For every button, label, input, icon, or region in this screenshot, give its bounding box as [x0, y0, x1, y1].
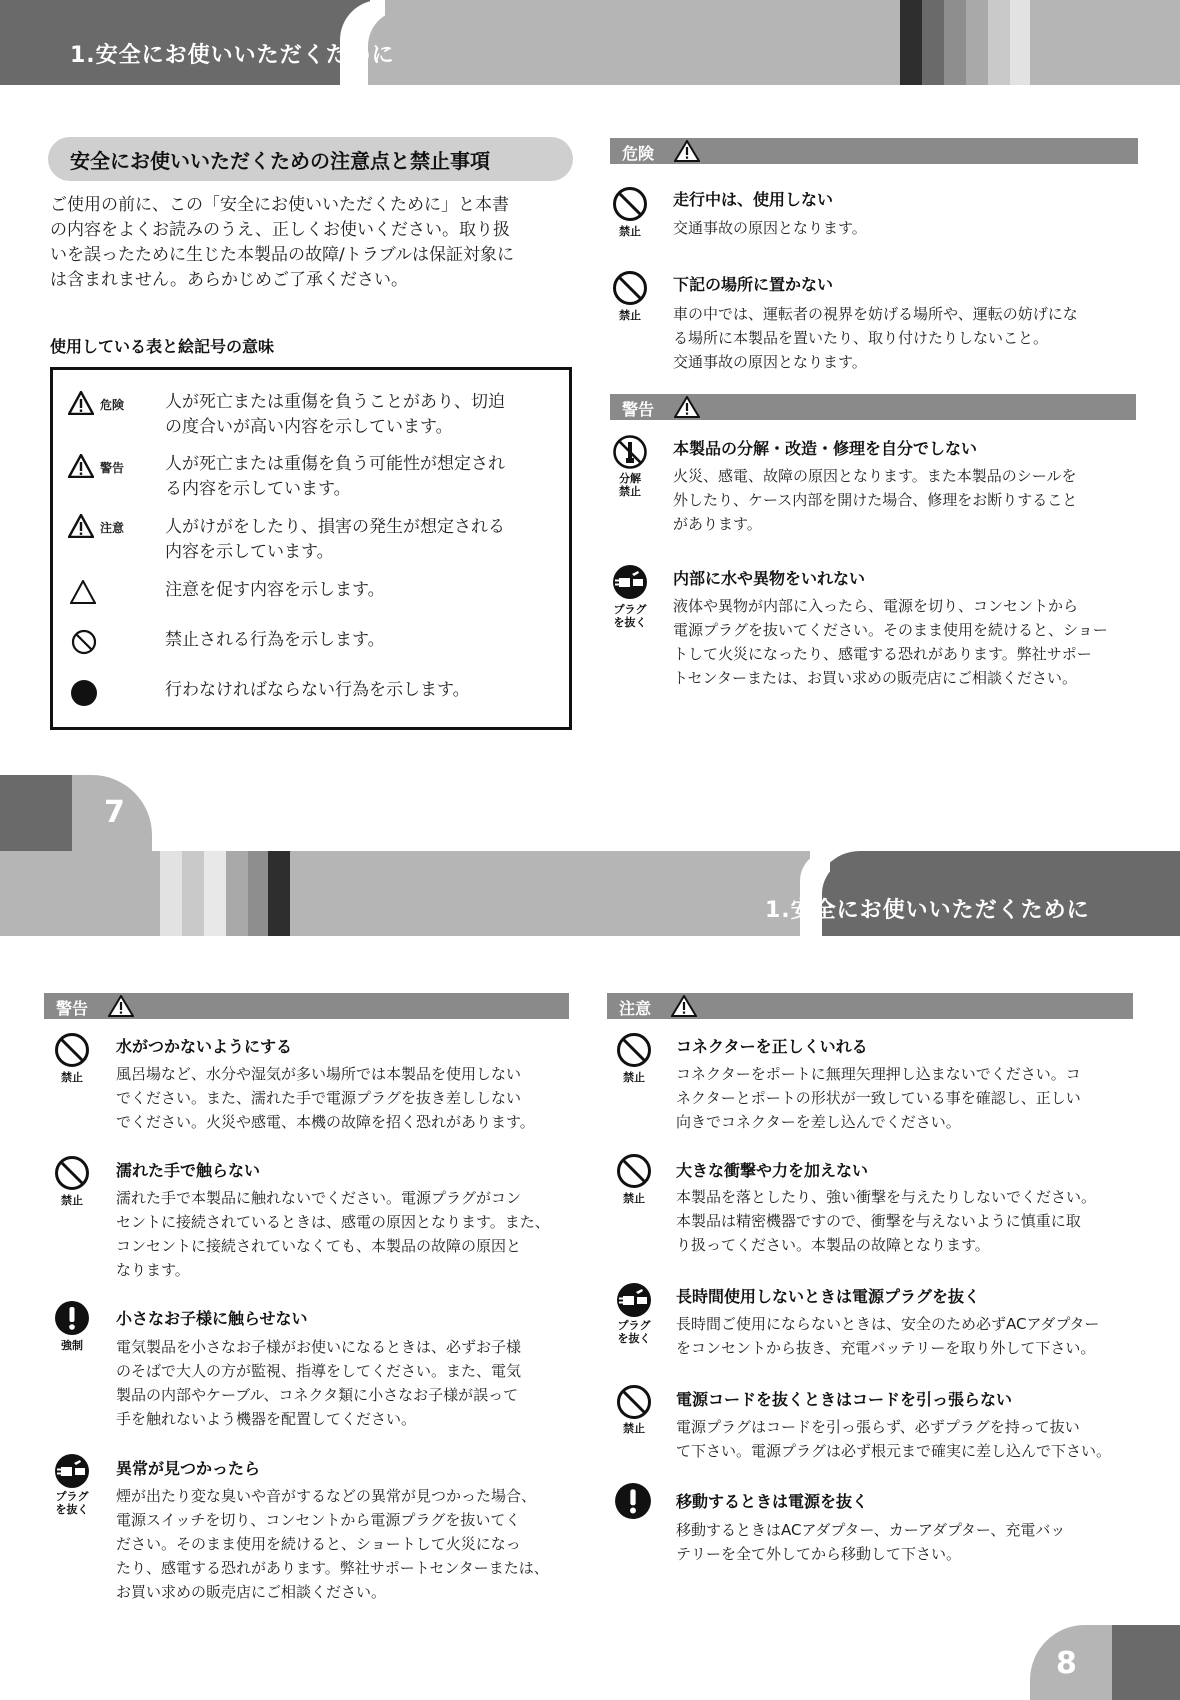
- icon-caption: 禁止: [623, 1192, 645, 1205]
- item-line: テリーを全て外してから移動して下さい。: [676, 1545, 962, 1563]
- item-line: セントに接続されているときは、感電の原因となります。また、: [116, 1213, 550, 1231]
- legend-label-danger: 危険: [100, 398, 125, 412]
- intro-paragraph: [50, 193, 514, 293]
- item-line: があります。: [673, 515, 762, 533]
- unplug-icon: [54, 1453, 90, 1489]
- prohibition-icon: [612, 270, 648, 306]
- caution-band-label: 注意: [619, 999, 652, 1018]
- item-line: たり、感電する恐れがあります。弊社サポートセンターまたは、: [116, 1559, 549, 1577]
- item-line: 外したり、ケース内部を開けた場合、修理をお断りすること: [673, 491, 1078, 509]
- item-line: 煙が出たり変な臭いや音がするなどの異常が見つかった場合、: [116, 1487, 537, 1505]
- prohibition-icon: [54, 1032, 90, 1068]
- item-line: お買い求めの販売店にご相談ください。: [116, 1583, 387, 1601]
- icon-caption: 禁止: [619, 309, 641, 322]
- icon-caption-line: 分解: [619, 472, 641, 485]
- header-stripe: [966, 0, 988, 85]
- header-stripe: [268, 851, 290, 936]
- item-line: をコンセントから抜き、充電バッテリーを取り外して下さい。: [676, 1339, 1096, 1357]
- item-line: 手を触れないよう機器を配置してください。: [116, 1410, 417, 1428]
- header-stripe: [1010, 0, 1030, 85]
- danger-band-label: 危険: [622, 144, 655, 163]
- item-body: [676, 1062, 1081, 1134]
- item-line: ださい。そのまま使用を続けると、ショートして火災になっ: [116, 1535, 521, 1553]
- unplug-icon: [616, 1282, 652, 1318]
- item-line: 移動するときはACアダプター、カーアダプター、充電バッ: [676, 1521, 1066, 1539]
- item-title: コネクターを正しくいれる: [676, 1037, 868, 1056]
- item-line: 長時間ご使用にならないときは、安全のため必ずACアダプター: [676, 1315, 1100, 1333]
- item-line: トして火災になったり、感電する恐れがあります。弊社サポー: [673, 645, 1092, 663]
- item-line: て下さい。電源プラグは必ず根元まで確実に差し込んで下さい。: [676, 1442, 1112, 1460]
- caution-triangle-icon: [70, 580, 96, 604]
- item-line: 液体や異物が内部に入ったら、電源を切り、コンセントから: [673, 597, 1079, 615]
- prohibition-icon: [54, 1155, 90, 1191]
- legend-label-caution: 注意: [100, 521, 125, 535]
- item-title: 下記の場所に置かない: [673, 275, 834, 294]
- header-band-light: [0, 851, 810, 936]
- icon-caption: 禁止: [623, 1071, 645, 1084]
- warning-triangle-icon: [68, 514, 94, 538]
- item-line: 電気製品を小さなお子様がお使いになるときは、必ずお子様: [116, 1338, 522, 1356]
- page-title: 1.安全にお使いいただくために: [765, 898, 1090, 923]
- icon-caption-line: 禁止: [619, 485, 641, 498]
- icon-caption: 禁止: [61, 1071, 83, 1084]
- legend-line: 人が死亡または重傷を負うことがあり、切迫: [165, 392, 505, 412]
- item-body: [673, 302, 1078, 374]
- item-line: 風呂場など、水分や湿気が多い場所では本製品を使用しない: [116, 1065, 522, 1083]
- legend-heading: 使用している表と絵記号の意味: [50, 337, 275, 356]
- item-line: 交通事故の原因となります。: [673, 353, 867, 371]
- item-line: 製品の内部やケーブル、コネクタ類に小さなお子様が誤って: [116, 1386, 519, 1404]
- warning-triangle-icon: [671, 995, 697, 1017]
- icon-caption-line: を抜く: [617, 1332, 651, 1345]
- item-line: のそばで大人の方が監視、指導をしてください。また、電気: [116, 1362, 522, 1380]
- item-line: でください。また、濡れた手で電源プラグを抜き差ししない: [116, 1089, 522, 1107]
- warning-triangle-icon: [674, 396, 700, 418]
- item-body: [116, 1062, 535, 1134]
- icon-caption-line: を抜く: [55, 1503, 89, 1516]
- warning-triangle-icon: [674, 140, 700, 162]
- header-stripe: [226, 851, 248, 936]
- page-number: 7: [104, 795, 125, 830]
- icon-caption-line: プラグ: [55, 1490, 89, 1503]
- icon-caption: 禁止: [61, 1194, 83, 1207]
- item-line: 車の中では、運転者の視界を妨げる場所や、運転の妨げにな: [673, 305, 1078, 323]
- item-body: [116, 1484, 549, 1604]
- item-body: [676, 1518, 1065, 1566]
- item-body: [673, 464, 1077, 536]
- icon-caption: [52, 1490, 92, 1516]
- legend-desc-mandatory: 行わなければならない行為を示します。: [165, 680, 470, 700]
- item-title: 電源コードを抜くときはコードを引っ張らない: [676, 1390, 1013, 1409]
- item-title: 本製品の分解・改造・修理を自分でしない: [673, 439, 978, 458]
- item-title: 走行中は、使用しない: [673, 190, 834, 209]
- header-stripe: [922, 0, 944, 85]
- item-title: 長時間使用しないときは電源プラグを抜く: [676, 1287, 981, 1306]
- item-line: り扱ってください。本製品の故障となります。: [676, 1236, 990, 1254]
- item-line: 電源スイッチを切り、コンセントから電源プラグを抜いてく: [116, 1511, 521, 1529]
- item-body: [676, 1185, 1096, 1257]
- header-stripe: [988, 0, 1010, 85]
- icon-caption: [614, 1319, 654, 1345]
- item-line: 濡れた手で本製品に触れないでください。電源プラグがコン: [116, 1189, 522, 1207]
- item-title: 内部に水や異物をいれない: [673, 569, 866, 588]
- item-body: [673, 594, 1108, 690]
- item-title: 大きな衝撃や力を加えない: [676, 1161, 869, 1180]
- item-line: でください。火災や感電、本機の故障を招く恐れがあります。: [116, 1113, 535, 1131]
- icon-caption: [610, 603, 650, 629]
- intro-line: ご使用の前に、この「安全にお使いいただくために」と本書: [50, 195, 509, 215]
- header-stripe: [944, 0, 966, 85]
- prohibition-icon: [612, 186, 648, 222]
- header-stripe: [182, 851, 204, 936]
- item-body: [673, 216, 867, 240]
- legend-line: 内容を示しています。: [165, 542, 334, 562]
- warning-band-label: 警告: [622, 400, 655, 419]
- no-disassembly-icon: [612, 434, 648, 470]
- legend-label-warning: 警告: [100, 461, 125, 475]
- prohibition-icon: [71, 629, 97, 655]
- icon-caption-line: を抜く: [613, 616, 647, 629]
- item-line: 本製品を落としたり、強い衝撃を与えたりしないでください。: [676, 1188, 1097, 1206]
- exclamation-mandatory-icon: [54, 1300, 90, 1336]
- item-line: 電源プラグを抜いてください。そのまま使用を続けると、ショー: [673, 621, 1108, 639]
- icon-caption: 禁止: [623, 1422, 645, 1435]
- header-stripe: [204, 851, 226, 936]
- legend-desc-attention: 注意を促す内容を示します。: [165, 580, 385, 600]
- item-line: コネクターをポートに無理矢理押し込まないでください。コ: [676, 1065, 1081, 1083]
- item-line: なります。: [116, 1261, 190, 1279]
- header-stripe: [248, 851, 268, 936]
- legend-line: 人が死亡または重傷を負う可能性が想定され: [165, 454, 505, 474]
- icon-caption: 禁止: [619, 225, 641, 238]
- item-body: [116, 1335, 521, 1431]
- page-footer-band: [1112, 1625, 1180, 1700]
- item-line: る場所に本製品を置いたり、取り付けたりしないこと。: [673, 329, 1049, 347]
- icon-caption-line: プラグ: [613, 603, 647, 616]
- page-title: 1.安全にお使いいただくために: [70, 43, 395, 68]
- item-line: 向きでコネクターを差し込んでください。: [676, 1113, 961, 1131]
- warning-triangle-icon: [68, 454, 94, 478]
- warning-triangle-icon: [108, 995, 134, 1017]
- legend-line: の度合いが高い内容を示しています。: [165, 417, 453, 437]
- item-line: 本製品は精密機器ですので、衝撃を与えないように慎重に取: [676, 1212, 1081, 1230]
- legend-desc-warning: [165, 452, 505, 502]
- exclamation-mandatory-icon: [614, 1482, 652, 1520]
- item-line: ネクターとポートの形状が一致している事を確認し、正しい: [676, 1089, 1081, 1107]
- page-number: 8: [1056, 1646, 1077, 1681]
- page-footer-band: [0, 775, 72, 851]
- item-line: コンセントに接続されていなくても、本製品の故障の原因と: [116, 1237, 522, 1255]
- item-title: 異常が見つかったら: [116, 1459, 261, 1478]
- header-band-light: [385, 0, 1180, 85]
- mandatory-action-icon: [70, 679, 98, 707]
- legend-desc-prohibited: 禁止される行為を示します。: [165, 630, 385, 650]
- item-line: 交通事故の原因となります。: [673, 219, 867, 237]
- warning-band-label: 警告: [56, 999, 89, 1018]
- unplug-icon: [612, 564, 648, 600]
- warning-triangle-icon: [68, 391, 94, 415]
- legend-line: 人がけがをしたり、損害の発生が想定される: [165, 517, 505, 537]
- prohibition-icon: [616, 1384, 652, 1420]
- header-stripe: [160, 851, 182, 936]
- item-title: 移動するときは電源を抜く: [676, 1492, 869, 1511]
- item-body: [676, 1312, 1099, 1360]
- icon-caption: [610, 472, 650, 498]
- icon-caption-line: プラグ: [617, 1319, 651, 1332]
- intro-line: いを誤ったために生じた本製品の故障/トラブルは保証対象に: [50, 245, 515, 265]
- item-title: 小さなお子様に触らせない: [116, 1309, 308, 1328]
- intro-line: は含まれません。あらかじめご了承ください。: [50, 270, 409, 290]
- item-line: 火災、感電、故障の原因となります。また本製品のシールを: [673, 467, 1077, 485]
- intro-line: の内容をよくお読みのうえ、正しくお使いください。取り扱: [50, 220, 511, 240]
- legend-desc-caution: [165, 515, 505, 565]
- legend-desc-danger: [165, 390, 505, 440]
- item-title: 濡れた手で触らない: [116, 1161, 261, 1180]
- item-body: [676, 1415, 1111, 1463]
- legend-line: る内容を示しています。: [165, 479, 351, 499]
- item-line: 電源プラグはコードを引っ張らず、必ずプラグを持って抜い: [676, 1418, 1080, 1436]
- item-line: トセンターまたは、お買い求めの販売店にご相談ください。: [673, 669, 1077, 687]
- item-title: 水がつかないようにする: [116, 1037, 293, 1056]
- prohibition-icon: [616, 1032, 652, 1068]
- prohibition-icon: [616, 1153, 652, 1189]
- section-title: 安全にお使いいただくための注意点と禁止事項: [70, 149, 490, 173]
- item-body: [116, 1186, 550, 1282]
- icon-caption: 強制: [61, 1339, 83, 1352]
- header-stripe: [900, 0, 922, 85]
